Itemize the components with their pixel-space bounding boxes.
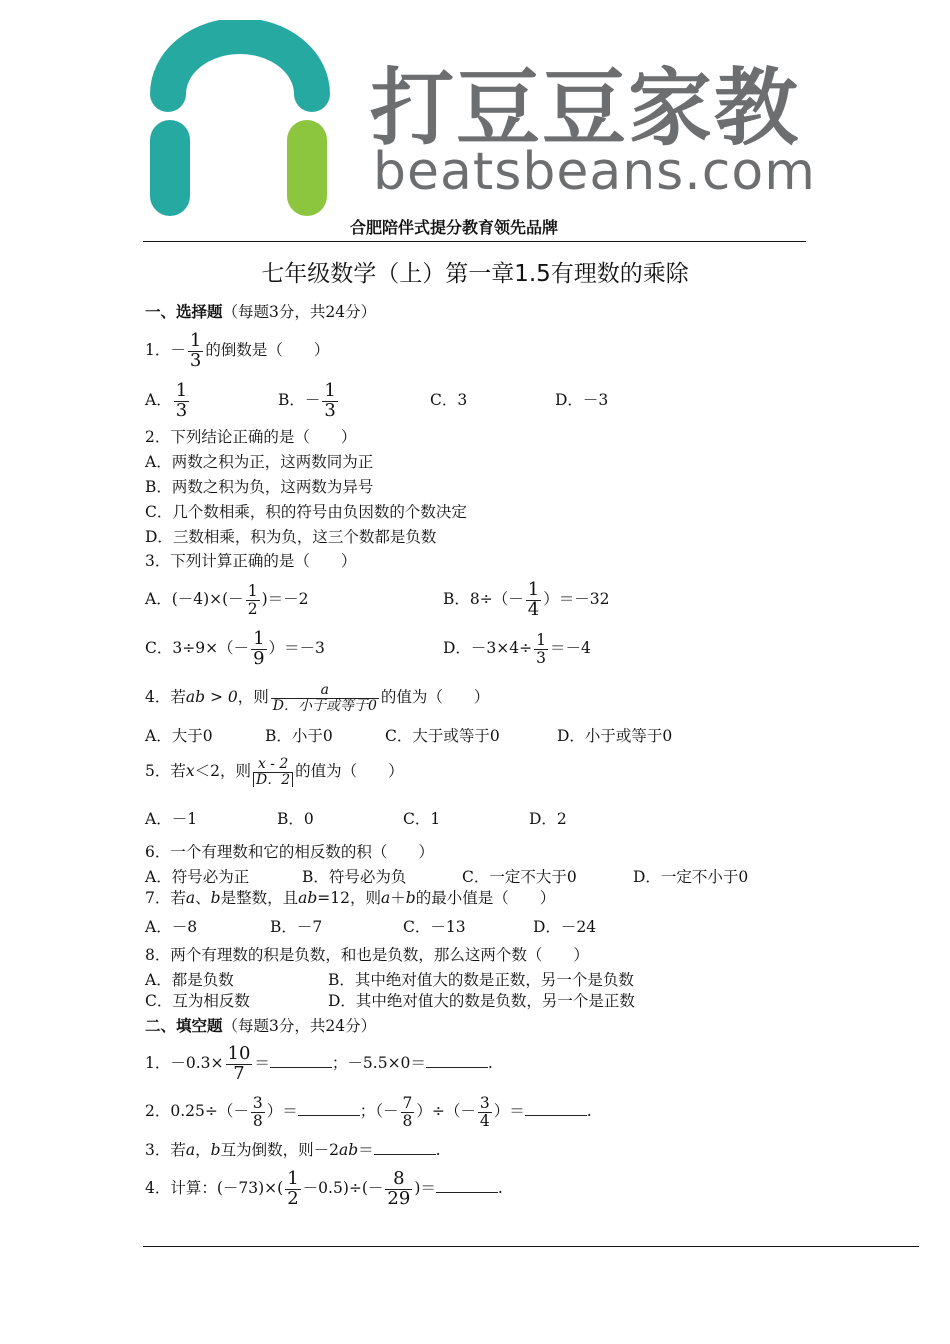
brand-tagline: 合肥陪伴式提分教育领先品牌 bbox=[350, 218, 559, 237]
variable-b: b bbox=[210, 889, 221, 907]
q1-prefix: 1．－ bbox=[145, 341, 186, 359]
q3-option-c[interactable] bbox=[145, 627, 325, 669]
q5-option-d[interactable]: D．2 bbox=[529, 810, 567, 828]
variable-b: b bbox=[405, 889, 416, 907]
q5-variable: x bbox=[185, 762, 195, 780]
fraction bbox=[251, 1095, 265, 1129]
numerator: 1 bbox=[175, 379, 188, 401]
q5-option-b[interactable]: B．0 bbox=[277, 810, 314, 828]
q7-option-d[interactable]: D．－24 bbox=[533, 918, 597, 936]
option-label: A． bbox=[145, 391, 172, 409]
option-text: )＝－2 bbox=[261, 590, 309, 608]
q5-option-a[interactable]: A．－1 bbox=[145, 810, 198, 828]
answer-blank[interactable] bbox=[374, 1140, 436, 1155]
fill-text: ＝ bbox=[254, 1054, 270, 1072]
q7-text: 是整数，且 bbox=[220, 889, 299, 907]
fraction bbox=[478, 1095, 492, 1129]
section-head: 一、选择题 bbox=[145, 303, 223, 321]
page-title: 七年级数学（上）第一章1.5有理数的乘除 bbox=[261, 261, 689, 287]
numerator: 1 bbox=[324, 379, 336, 401]
q8-option-b[interactable]: B．其中绝对值大的数是正数，另一个是负数 bbox=[328, 971, 634, 989]
denominator: 4 bbox=[527, 598, 540, 620]
fill-2 bbox=[145, 1090, 592, 1132]
fraction bbox=[385, 1167, 412, 1209]
answer-blank[interactable] bbox=[436, 1178, 498, 1193]
numerator: 1 bbox=[189, 329, 202, 351]
q4-option-b[interactable]: B．小于0 bbox=[265, 727, 333, 745]
question-2: 2．下列结论正确的是（ ） bbox=[145, 428, 357, 446]
denominator: 7 bbox=[233, 1062, 245, 1084]
fraction bbox=[253, 757, 293, 787]
numerator: 1 bbox=[253, 627, 265, 649]
fill-text: . bbox=[487, 1054, 493, 1072]
q6-option-a[interactable]: A．符号必为正 bbox=[145, 868, 250, 886]
option-text: D．－3×4÷ bbox=[443, 639, 533, 657]
plus-sign: ＋ bbox=[390, 889, 406, 907]
q4-option-d[interactable]: D．小于或等于0 bbox=[557, 727, 673, 745]
q2-option-d[interactable]: D．三数相乘，积为负，这三个数都是负数 bbox=[145, 528, 437, 546]
variable-a: a bbox=[380, 889, 391, 907]
section-multiple-choice bbox=[145, 302, 376, 322]
q3-option-a[interactable] bbox=[145, 578, 308, 620]
denominator: 3 bbox=[536, 648, 547, 667]
q4-stem: 的值为（ ） bbox=[380, 688, 490, 706]
fill-text: －0.5)÷(－ bbox=[302, 1179, 384, 1197]
numerator: 1 bbox=[247, 582, 258, 601]
q4-condition: ab > 0 bbox=[185, 688, 238, 706]
section-fill-in bbox=[145, 1016, 376, 1036]
q1-option-c[interactable]: C．3 bbox=[430, 391, 468, 409]
denominator: 3 bbox=[324, 399, 336, 421]
q8-option-c[interactable]: C．互为相反数 bbox=[145, 992, 250, 1010]
fraction bbox=[226, 1042, 253, 1084]
variable-b: b bbox=[210, 1141, 221, 1159]
fill-text: . bbox=[497, 1179, 503, 1197]
fraction bbox=[174, 379, 189, 421]
option-text: C．3÷9×（－ bbox=[145, 639, 250, 657]
q7-prefix: 7．若 bbox=[145, 889, 186, 907]
q2-option-a[interactable]: A．两数之积为正，这两数同为正 bbox=[145, 453, 374, 471]
fill-1 bbox=[145, 1041, 493, 1085]
q5-condition: ＜2，则 bbox=[194, 762, 251, 780]
q6-option-b[interactable]: B．符号必为负 bbox=[302, 868, 407, 886]
q4-option-a[interactable]: A．大于0 bbox=[145, 727, 213, 745]
fill-text: 3．若 bbox=[145, 1141, 186, 1159]
q7-text: =12，则 bbox=[317, 889, 381, 907]
question-6: 6．一个有理数和它的相反数的积（ ） bbox=[145, 843, 434, 861]
fill-text: . bbox=[586, 1102, 592, 1120]
fraction bbox=[246, 583, 260, 617]
section-note: （每题3分，共24分） bbox=[222, 1017, 377, 1035]
fraction bbox=[526, 578, 541, 620]
denominator: 2 bbox=[247, 599, 258, 618]
fill-text: ）÷（－ bbox=[416, 1102, 476, 1120]
question-3: 3．下列计算正确的是（ ） bbox=[145, 552, 357, 570]
option-text: A．(－4)×(－ bbox=[145, 590, 244, 608]
denominator: D．小于或等于0 bbox=[272, 697, 377, 714]
fill-text: ；（－ bbox=[359, 1102, 399, 1120]
q1-stem: 的倒数是（ ） bbox=[205, 341, 330, 359]
option-label: B．－ bbox=[278, 391, 321, 409]
q8-option-a[interactable]: A．都是负数 bbox=[145, 971, 234, 989]
numerator: 1 bbox=[527, 578, 540, 600]
question-7 bbox=[145, 888, 555, 908]
numerator: 1 bbox=[287, 1167, 299, 1189]
brand-name-en: beatsbeans.com bbox=[373, 142, 816, 202]
variable-a: a bbox=[185, 889, 196, 907]
fill-text: )＝ bbox=[414, 1179, 436, 1197]
fill-text: 2．0.25÷（－ bbox=[145, 1102, 249, 1120]
question-5 bbox=[145, 751, 404, 791]
q8-option-d[interactable]: D．其中绝对值大的数是负数，另一个是正数 bbox=[328, 992, 635, 1010]
brand-logo-mark bbox=[140, 20, 340, 220]
footer-rule bbox=[143, 1246, 919, 1247]
denominator: 4 bbox=[479, 1111, 490, 1130]
q4-mid: ，则 bbox=[237, 688, 269, 706]
brand-name-cn: 打豆豆家教 bbox=[370, 59, 801, 157]
fill-text: 互为倒数，则－2 bbox=[220, 1141, 339, 1159]
separator: 、 bbox=[195, 889, 211, 907]
q6-option-c[interactable]: C．一定不大于0 bbox=[462, 868, 577, 886]
fill-4 bbox=[145, 1166, 503, 1210]
q2-option-b[interactable]: B．两数之积为负，这两数为异号 bbox=[145, 478, 374, 496]
numerator: 10 bbox=[227, 1042, 251, 1064]
fraction bbox=[285, 1167, 300, 1209]
fraction bbox=[271, 683, 379, 713]
q5-stem: 的值为（ ） bbox=[295, 762, 404, 780]
header-rule bbox=[143, 241, 806, 242]
denominator: 3 bbox=[175, 399, 188, 421]
q4-prefix: 4．若 bbox=[145, 688, 186, 706]
option-text: B．8÷（－ bbox=[443, 590, 524, 608]
fill-text: ＝ bbox=[358, 1141, 374, 1159]
question-1 bbox=[145, 330, 329, 370]
denominator: 29 bbox=[387, 1187, 411, 1209]
denominator: 3 bbox=[189, 349, 202, 371]
q7-option-c[interactable]: C．－13 bbox=[403, 918, 466, 936]
numerator: 3 bbox=[252, 1094, 263, 1113]
denominator: 8 bbox=[252, 1111, 263, 1130]
q4-option-c[interactable]: C．大于或等于0 bbox=[385, 727, 500, 745]
denominator: 8 bbox=[402, 1111, 413, 1130]
option-text: ）＝－32 bbox=[543, 590, 610, 608]
q6-option-d[interactable]: D．一定不小于0 bbox=[633, 868, 749, 886]
numerator: a bbox=[271, 683, 379, 699]
q5-option-c[interactable]: C．1 bbox=[403, 810, 441, 828]
q5-prefix: 5．若 bbox=[145, 762, 186, 780]
q7-stem: 的最小值是（ ） bbox=[415, 889, 556, 907]
fill-text: ）＝ bbox=[266, 1102, 298, 1120]
q2-option-c[interactable]: C．几个数相乘，积的符号由负因数的个数决定 bbox=[145, 503, 467, 521]
answer-blank[interactable] bbox=[426, 1053, 488, 1068]
answer-blank[interactable] bbox=[270, 1053, 332, 1068]
question-4 bbox=[145, 677, 489, 717]
q3-option-b[interactable] bbox=[443, 578, 609, 620]
fill-text: 1．－0.3× bbox=[145, 1054, 224, 1072]
numerator: 1 bbox=[536, 631, 547, 650]
separator: ， bbox=[195, 1141, 211, 1159]
option-text: ＝－4 bbox=[550, 639, 591, 657]
question-8: 8．两个有理数的积是负数，和也是负数，那么这两个数（ ） bbox=[145, 946, 589, 964]
fraction bbox=[534, 632, 548, 666]
fill-text: 4．计算：(－73)×( bbox=[145, 1179, 284, 1197]
fill-3 bbox=[145, 1140, 441, 1160]
fraction bbox=[251, 627, 266, 669]
fill-text: . bbox=[435, 1141, 441, 1159]
q1-option-d[interactable]: D．－3 bbox=[555, 391, 609, 409]
q3-option-d[interactable] bbox=[443, 627, 591, 669]
fill-text: ）＝ bbox=[493, 1102, 525, 1120]
numerator: 3 bbox=[479, 1094, 490, 1113]
section-note: （每题3分，共24分） bbox=[222, 303, 377, 321]
q1-option-a[interactable] bbox=[145, 378, 191, 422]
variable-ab: ab bbox=[338, 1141, 359, 1159]
fill-text: ；－5.5×0＝ bbox=[331, 1054, 426, 1072]
variable-a: a bbox=[185, 1141, 196, 1159]
fraction bbox=[322, 379, 337, 421]
fraction bbox=[188, 329, 203, 371]
section-head: 二、填空题 bbox=[145, 1017, 223, 1035]
q7-option-a[interactable]: A．－8 bbox=[145, 918, 198, 936]
answer-blank[interactable] bbox=[298, 1101, 360, 1116]
answer-blank[interactable] bbox=[525, 1101, 587, 1116]
q1-option-b[interactable] bbox=[278, 378, 340, 422]
absolute-value-denominator: D．2 bbox=[253, 773, 293, 788]
q7-option-b[interactable]: B．－7 bbox=[270, 918, 323, 936]
numerator: 8 bbox=[385, 1170, 412, 1190]
variable-ab: ab bbox=[298, 889, 318, 907]
numerator: x - 2 bbox=[253, 757, 293, 773]
fraction bbox=[401, 1095, 415, 1129]
denominator: 9 bbox=[253, 647, 265, 669]
numerator: 7 bbox=[402, 1094, 413, 1113]
denominator: 2 bbox=[287, 1187, 299, 1209]
option-text: ）＝－3 bbox=[268, 639, 325, 657]
